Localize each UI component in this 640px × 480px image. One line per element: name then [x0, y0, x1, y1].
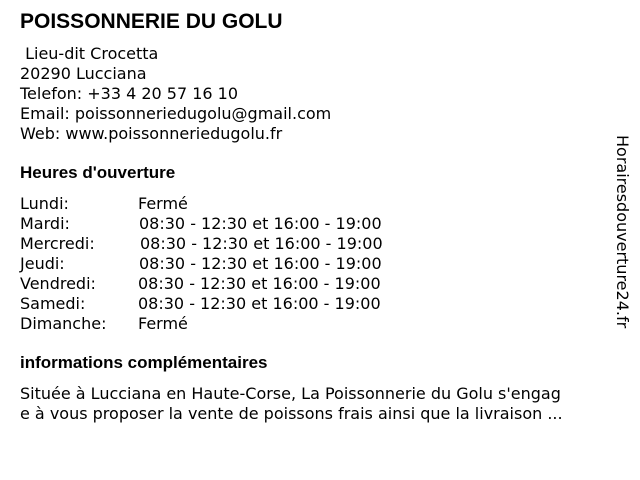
website-text: Web: www.poissonneriedugolu.fr	[20, 124, 283, 143]
description-text	[20, 384, 563, 424]
address-city: 20290 Lucciana	[20, 64, 147, 83]
opening-hours-heading: Heures d'ouverture	[20, 163, 176, 182]
site-watermark	[612, 135, 632, 345]
hours-row-samedi	[20, 294, 440, 314]
time-value: 08:30 - 12:30 et 16:00 - 19:00	[138, 294, 381, 313]
day-label: Lundi:	[20, 194, 69, 213]
hours-row-lundi	[20, 194, 440, 214]
shop-name: POISSONNERIE DU GOLU	[20, 10, 283, 33]
phone-text: Telefon: +33 4 20 57 16 10	[20, 84, 239, 103]
opening-hours-table	[20, 194, 440, 334]
time-value: 08:30 - 12:30 et 16:00 - 19:00	[138, 274, 381, 293]
description-line: Située à Lucciana en Haute-Corse, La Poissonnerie du Golu s'engag	[20, 384, 561, 403]
time-value: Fermé	[138, 194, 188, 213]
hours-row-vendredi	[20, 274, 440, 294]
watermark-text: Horairesdouverture24.fr	[613, 135, 632, 329]
address-street: Lieu-dit Crocetta	[20, 44, 159, 63]
hours-row-dimanche	[20, 314, 440, 334]
day-label: Mercredi:	[20, 234, 95, 253]
day-label: Vendredi:	[20, 274, 96, 293]
day-label: Samedi:	[20, 294, 86, 313]
time-value: 08:30 - 12:30 et 16:00 - 19:00	[140, 234, 383, 253]
time-value: 08:30 - 12:30 et 16:00 - 19:00	[139, 214, 382, 233]
email-text: Email: poissonneriedugolu@gmail.com	[20, 104, 332, 123]
day-label: Jeudi:	[20, 254, 65, 273]
time-value: Fermé	[138, 314, 188, 333]
hours-row-jeudi	[20, 254, 440, 274]
time-value: 08:30 - 12:30 et 16:00 - 19:00	[139, 254, 382, 273]
description-line: e à vous proposer la vente de poissons frais ainsi que la livraison ...	[20, 404, 563, 423]
contact-block	[20, 44, 331, 144]
hours-row-mardi	[20, 214, 440, 234]
day-label: Dimanche:	[20, 314, 107, 333]
additional-info-heading: informations complémentaires	[20, 353, 268, 372]
day-label: Mardi:	[20, 214, 70, 233]
hours-row-mercredi	[20, 234, 440, 254]
